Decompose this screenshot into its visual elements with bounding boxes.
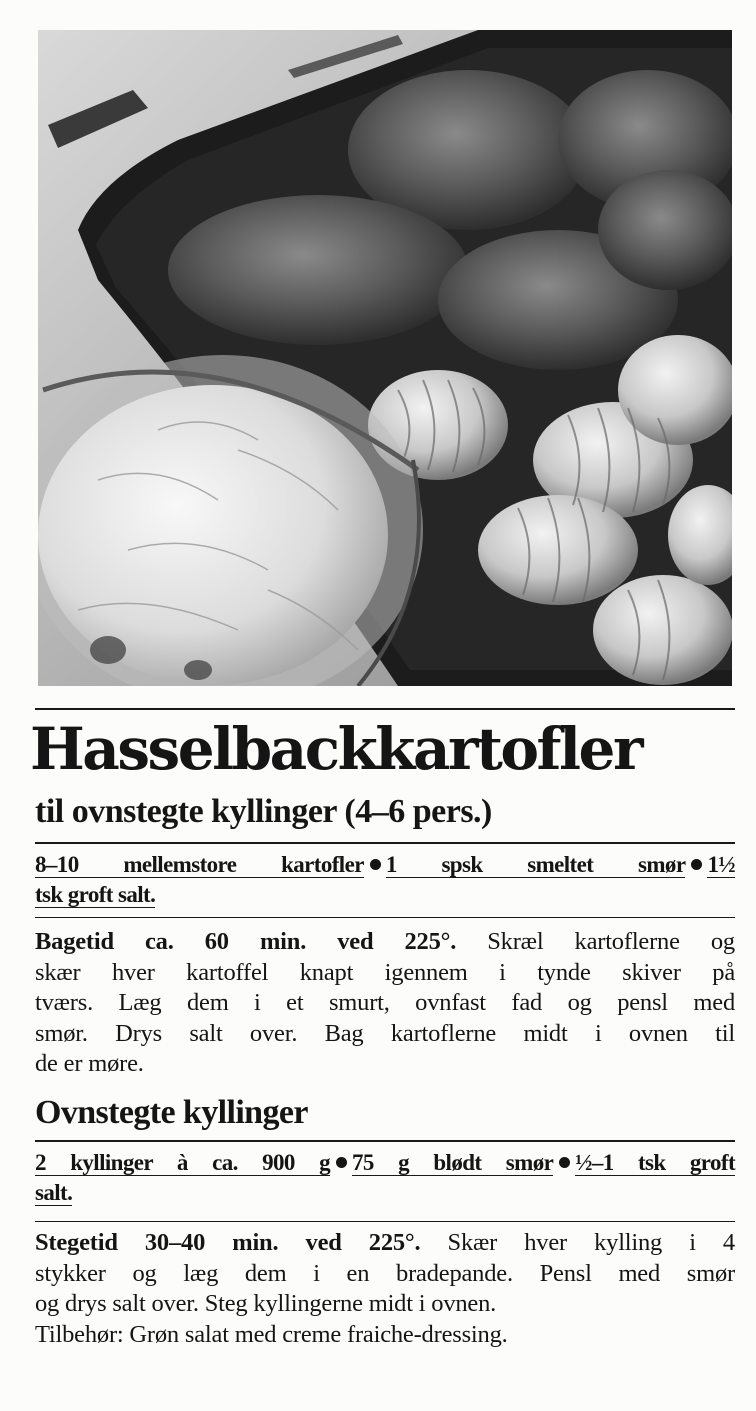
method-line: tværs. Læg dem i et smurt, ovnfast fad og pensl med: [35, 989, 735, 1016]
recipe-photo: [38, 30, 732, 686]
divider: [35, 842, 735, 844]
ingredient-item: 8–10 mellemstore kartofler: [35, 852, 364, 877]
bullet-icon: [336, 1157, 347, 1168]
bullet-icon: [559, 1157, 570, 1168]
ingredient-item-part: 1½: [707, 852, 735, 877]
ingredient-item: 2 kyllinger à ca. 900 g: [35, 1150, 330, 1175]
method-line: og drys salt over. Steg kyllingerne midt i ovnen.: [35, 1290, 497, 1317]
method-line: Tilbehør: Grøn salat med creme fraiche-dressing.: [35, 1320, 508, 1348]
ingredient-list: [35, 850, 735, 910]
ingredient-list-2: [35, 1148, 735, 1208]
method-line: skær hver kartoffel knapt igennem i tynde skiver på: [35, 958, 735, 986]
ingredient-item-continued: salt.: [35, 1180, 73, 1205]
divider: [35, 708, 735, 710]
bullet-icon: [691, 859, 702, 870]
recipe-title: Hasselbackkartofler: [30, 715, 642, 783]
recipe-subtitle: til ovnstegte kyllinger (4–6 pers.): [35, 793, 492, 830]
divider: [35, 1140, 735, 1142]
method-text-2: [35, 1228, 735, 1350]
method-line: Skær hver kylling i 4: [420, 1229, 735, 1256]
method-lead: Stegetid 30–40 min. ved 225°.: [35, 1229, 421, 1256]
method-line: de er møre.: [35, 1050, 144, 1077]
divider: [35, 917, 735, 918]
recipe-title-2: Ovnstegte kyllinger: [35, 1094, 308, 1131]
divider: [35, 1221, 735, 1222]
ingredient-item: 75 g blødt smør: [352, 1150, 554, 1175]
ingredient-item-continued: tsk groft salt.: [35, 882, 156, 907]
bullet-icon: [370, 859, 381, 870]
method-text: [35, 927, 735, 1080]
method-line: stykker og læg dem i en bradepande. Pensl med smør: [35, 1259, 735, 1287]
ingredient-item: 1 spsk smeltet smør: [385, 852, 686, 877]
method-line: Skræl kartoflerne og: [456, 928, 735, 955]
method-lead: Bagetid ca. 60 min. ved 225°.: [35, 928, 457, 955]
ingredient-item: ½–1 tsk groft: [575, 1150, 735, 1175]
method-line: smør. Drys salt over. Bag kartoflerne midt i ovnen til: [35, 1019, 735, 1047]
